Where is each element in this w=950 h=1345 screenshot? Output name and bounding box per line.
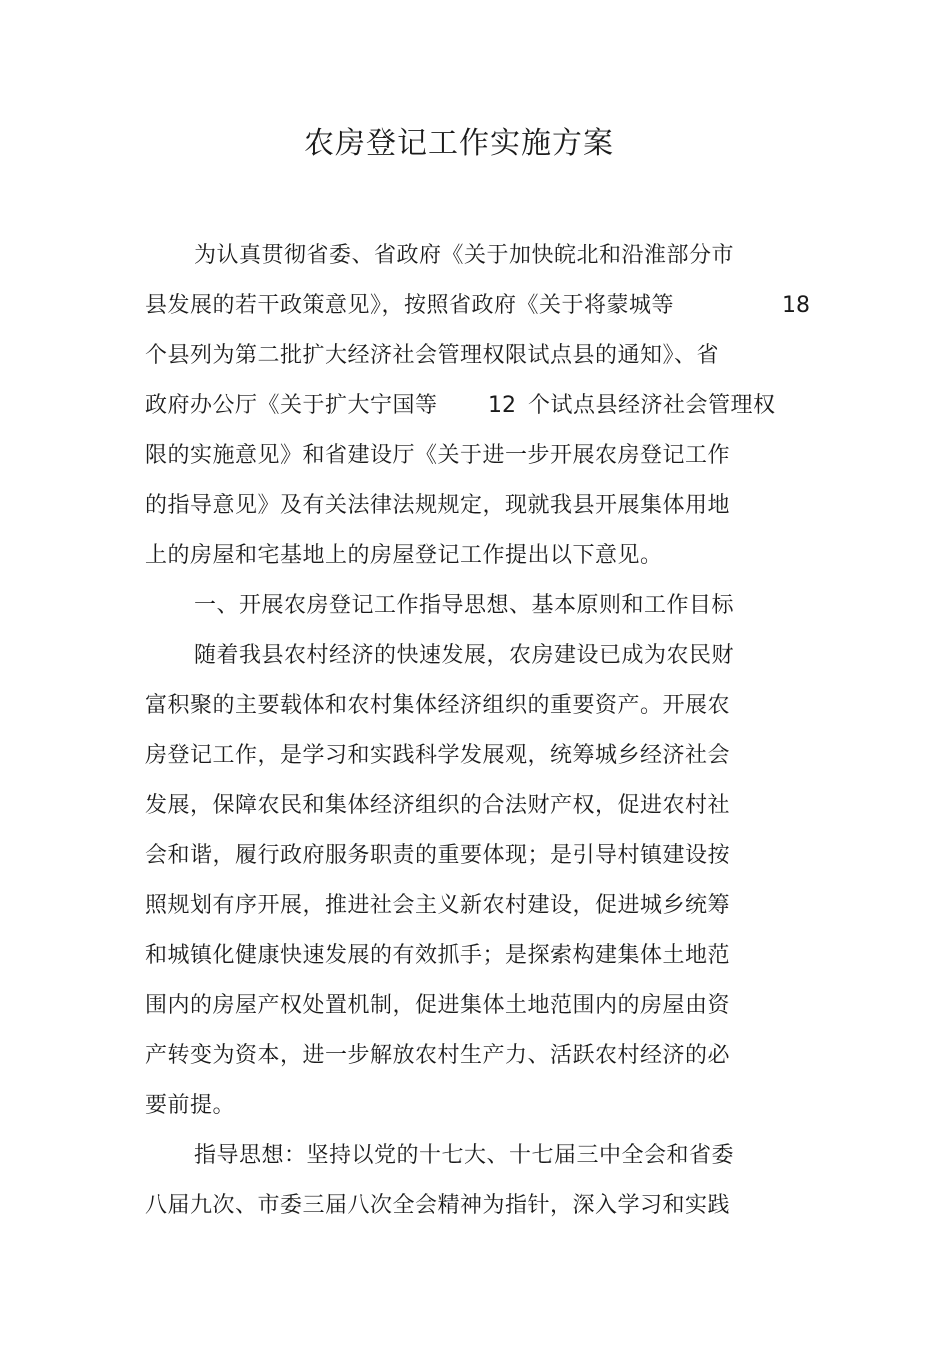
paragraph-2-line-9: 产转变为资本，进一步解放农村生产力、活跃农村经济的必: [145, 1043, 731, 1068]
paragraph-1-line-1: 为认真贯彻省委、省政府《关于加快皖北和沿淮部分市: [194, 243, 735, 268]
paragraph-1-line-3: 个县列为第二批扩大经济社会管理权限试点县的通知》、省: [145, 343, 720, 368]
paragraph-1-line-4-tail: 个试点县经济社会管理权: [528, 393, 776, 418]
paragraph-2-line-7: 和城镇化健康快速发展的有效抓手；是探索构建集体土地范: [145, 943, 731, 968]
paragraph-1-number-18: 18: [782, 293, 810, 318]
paragraph-2-line-1: 随着我县农村经济的快速发展，农房建设已成为农民财: [194, 643, 735, 668]
paragraph-2-line-3: 房登记工作，是学习和实践科学发展观，统筹城乡经济社会: [145, 743, 731, 768]
paragraph-2-line-2: 富积聚的主要载体和农村集体经济组织的重要资产。开展农: [145, 693, 731, 718]
document-title: 农房登记工作实施方案: [304, 126, 614, 161]
paragraph-3-line-2: 八届九次、市委三届八次全会精神为指针，深入学习和实践: [145, 1193, 731, 1218]
paragraph-2-line-5: 会和谐，履行政府服务职责的重要体现；是引导村镇建设按: [145, 843, 731, 868]
paragraph-2-line-8: 围内的房屋产权处置机制，促进集体土地范围内的房屋由资: [145, 993, 731, 1018]
paragraph-2-line-6: 照规划有序开展，推进社会主义新农村建设，促进城乡统筹: [145, 893, 731, 918]
paragraph-3-line-1: 指导思想：坚持以党的十七大、十七届三中全会和省委: [194, 1143, 735, 1168]
paragraph-2-line-4: 发展，保障农民和集体经济组织的合法财产权，促进农村社: [145, 793, 731, 818]
paragraph-1-line-2: 县发展的若干政策意见》，按照省政府《关于将蒙城等: [145, 293, 675, 318]
paragraph-2-line-10: 要前提。: [145, 1093, 236, 1118]
section-heading-1: 一、开展农房登记工作指导思想、基本原则和工作目标: [194, 593, 735, 618]
paragraph-1-line-5: 限的实施意见》和省建设厅《关于进一步开展农房登记工作: [145, 443, 731, 468]
paragraph-1-line-7: 上的房屋和宅基地上的房屋登记工作提出以下意见。: [145, 543, 663, 568]
paragraph-1-number-12: 12: [488, 393, 516, 418]
paragraph-1-line-4: 政府办公厅《关于扩大宁国等: [145, 393, 438, 418]
paragraph-1-line-6: 的指导意见》及有关法律法规规定，现就我县开展集体用地: [145, 493, 731, 518]
